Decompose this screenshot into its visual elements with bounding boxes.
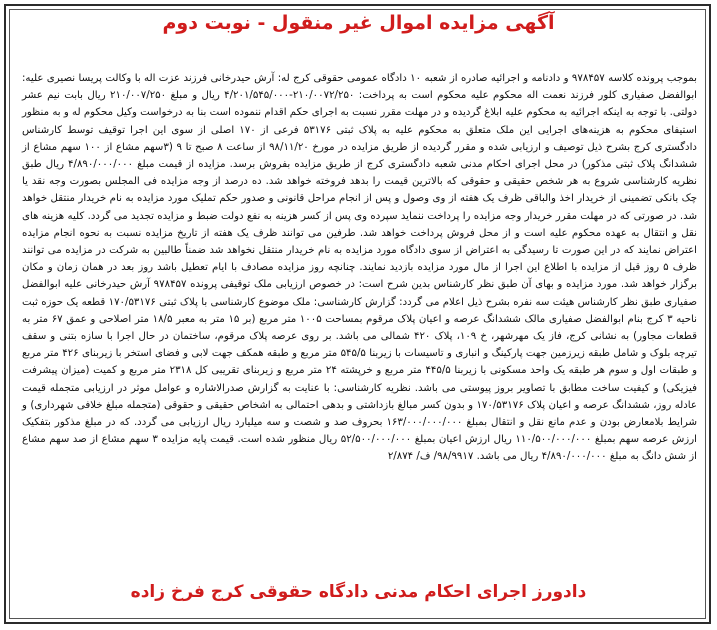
notice-body bbox=[22, 70, 697, 466]
notice-body-text: بموجب پرونده کلاسه ۹۷۸۴۵۷ و دادنامه و اجرائیه صادره از شعبه ۱۰ دادگاه عمومی حقوقی کرج له: آرش حیدرخانی فرزند عزت اله با وکالت پریسا نصیری علیه: ابوالفضل صفیاری کلور فرزند نعمت اله محکوم علیه محکوم است به پرداخت: ۲۱۰/۰۰۷۲/۲۵۰-۴/۲۰۱/۵۴۵/۰۰۰ ریال و مبلغ ۲۱۰/۰۰۷/۲۵۰ ریال بابت نیم عشر دولتی. با توجه به اینکه اجرائیه به محکوم علیه ابلاغ گردیده و در مهلت مقرر نسبت به اجرای حکم اقدام ننموده است بنا به درخواست وکیل محکوم له و به منظور استیفای محکوم به هزینه‌های اجرایی این ملک متعلق به محکوم علیه به پلاک ثبتی ۵۳۱۷۶ فرعی از ۱۷۰ اصلی از سوی این اجرا توقیف توسط کارشناس دادگستری کرج بشرح ذیل توصیف و ارزیابی شده و مقرر گردیده از طریق مزایده در مورخ ۹۸/۱۱/۲۰ از ساعت ۸ صبح تا ۹ (۳سهم مشاع از ۱۰۰ سهم مشاع از ششدانگ پلاک ثبتی مذکور) در محل اجرای احکام مدنی شعبه دادگستری کرج از طریق مزایده بفروش برسد. مزایده از قیمت مبلغ ۴/۸۹۰/۰۰۰/۰۰۰ ریال طبق نظریه کارشناسی شروع به هر شخص حقیقی و حقوقی که بالاترین قیمت را بدهد فروخته خواهد شد. ده درصد از وجه مزایده فی المجلس بصورت وجه نقد یا چک بانکی تضمینی از خریدار اخذ والباقی ظرف یک هفته از وی وصول و پس از انجام مراحل قانونی و صدور حکم تملیک مورد مزایده به نام خریدار منتقل خواهد شد. در صورتی که در مهلت مقرر خریدار وجه مزایده را پرداخت ننماید سپرده وی پس از کسر هزینه به نفع دولت ضبط و مزایده تجدید می گردد. کلیه هزینه های نقل و انتقال به عهده محکوم علیه است و از محل فروش پرداخت خواهد شد. طرفین می توانند ظرف یک هفته از تاریخ مزایده نسبت به نحوه انجام مزایده اعتراض نمایند که در این صورت تا رسیدگی به اعتراض از سوی دادگاه مورد مزایده به نام خریدار منتقل نخواهد شد ضمناً طالبین به شرکت در مزایده می توانند ظرف ۵ روز قبل از مزایده با اطلاع این اجرا از مال مورد مزایده بازدید نمایند. چنانچه روز مزایده مصادف با ایام تعطیل باشد روز بعد در همان زمان و مکان برگزار خواهد شد. مورد مزایده و بهای آن طبق نظر کارشناس بدین شرح است: در خصوص ارزیابی ملک توقیفی پرونده ۹۷۸۴۵۷ آرش حیدرخانی علیه ابوالفضل صفیاری طبق نظر کارشناس هیئت سه نفره بشرح ذیل اعلام می گردد: گزارش کارشناسی: ملک موضوع کارشناسی با پلاک ثبتی ۱۷۰/۵۳۱۷۶ قطعه یک حوزه ثبت ناحیه ۳ کرج بنام ابوالفضل صفیاری مالک ششدانگ عرصه و اعیان پلاک مرقوم بمساحت ۱۰۰۵ متر مربع (بر ۱۵ متر به معبر ۱۸/۵ متر اصلاحی و عمق ۶۷ متر به قطعات مجاور) به نشانی کرج، فاز یک مهرشهر، خ ۱۰۹، پلاک ۴۲۰ شمالی می باشد. بر روی عرصه پلاک مرقوم، ساختمان در حال اجرا با سازه بتنی و سقف تیرچه بلوک و شامل طبقه زیرزمین جهت پارکینگ و انباری و تاسیسات با زیربنا ۵۴۵/۵ متر مربع و طبقه همکف جهت لابی و فضای استخر با زیربنای ۴۲۶ متر مربع و طبقات اول و سوم هر طبقه یک واحد مسکونی با زیربنا ۴۴۵/۵ متر مربع و خرپشته ۲۴ متر مربع و زیربنای تقریبی کل ۲۳۱۸ متر مربع و کمیت (میزان پیشرفت فیزیکی) و کیفیت ساخت مطابق با تصاویر بروز پیوستی می باشد. نظریه کارشناسی: با عنایت به گزارش صدرالاشاره و عوامل موثر در ارزیابی متجمله قیمت عادله روز، ششدانگ عرصه و اعیان پلاک ۱۷۰/۵۳۱۷۶ و بدون کسر مبالغ بازداشتی و بدهی احتمالی به اشخاص حقیقی و حقوقی (متجمله مبلغ خلافی شهرداری) و شرایط بلامعارض بودن و عدم مانع نقل و انتقال بمبلغ ۱۶۳/۰۰۰/۰۰۰/۰۰۰ بحروف صد و شصت و سه میلیارد ریال ارزیابی می گردد. که در مبلغ مذکور بتفکیک ارزش عرصه سهم بمبلغ ۱۱۰/۵۰۰/۰۰۰/۰۰۰ ریال ارزش اعیان بمبلغ ۵۲/۵۰۰/۰۰۰/۰۰۰ ریال منظور شده است. قیمت پایه مزایده ۳ سهم مشاع از صد سهم مشاع از شش دانگ به مبلغ ۴/۸۹۰/۰۰۰/۰۰۰ ریال می باشد. ۹۸/۹۹۱۷/ ف/ ۲/۸۷۴ bbox=[22, 73, 698, 463]
notice-signature: دادورز اجرای احکام مدنی دادگاه حقوقی کرج فرخ زاده bbox=[130, 582, 587, 602]
notice-title: آگهی مزایده اموال غیر منقول - نوبت دوم bbox=[162, 12, 555, 34]
